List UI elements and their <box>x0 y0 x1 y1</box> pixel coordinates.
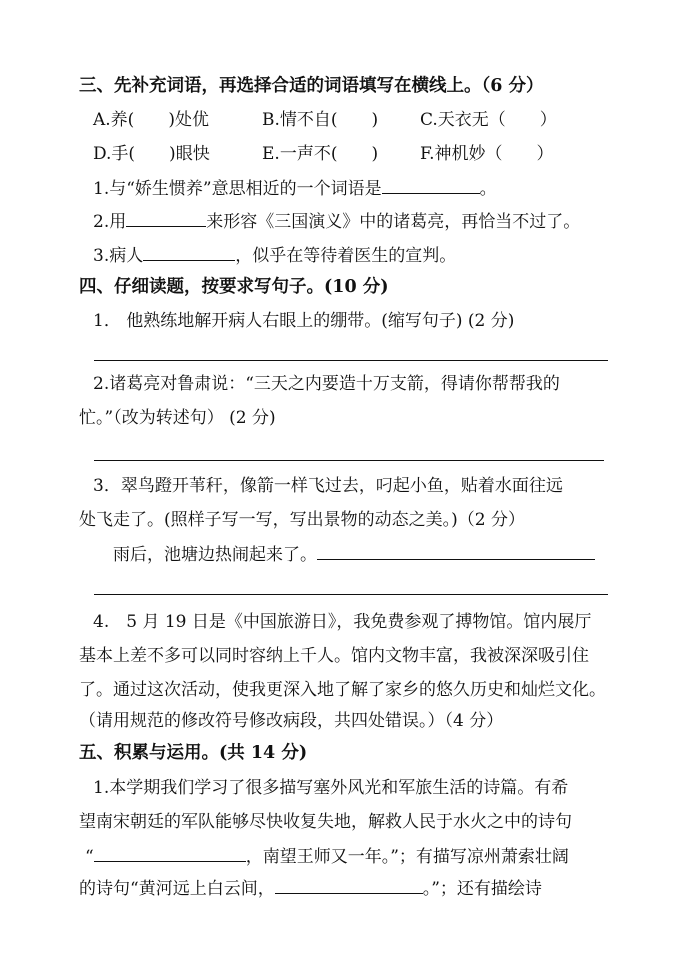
q3-blank[interactable] <box>143 243 235 261</box>
section-5-q1-line4 <box>79 876 688 901</box>
section-4-q2-line2: 忙。”（改为转述句） (2 分) <box>79 408 276 428</box>
answer-line-q3[interactable] <box>94 594 608 595</box>
section-4-q3-prompt <box>113 542 688 567</box>
section-4-q4-line4: （请用规范的修改符号修改病段，共四处错误。）（4 分） <box>79 711 504 731</box>
line4-text: 的诗句“黄河远上白云间， <box>79 879 275 899</box>
section-5-q1-line2: 望南宋朝廷的军队能够尽快收复失地，解救人民于水火之中的诗句 <box>79 812 572 832</box>
line3-text: ，南望王师又一年。”；有描写凉州萧索壮阔 <box>245 847 569 867</box>
q3-end: ，似乎在等待着医生的宣判。 <box>235 246 457 266</box>
option-f: F.神机妙（ ） <box>420 144 554 164</box>
q2-end: 来形容《三国演义》中的诸葛亮，再恰当不过了。 <box>206 212 581 232</box>
section-4-q3-line1: 3．翠鸟蹬开苇秆，像箭一样飞过去，叼起小鱼，贴着水面往远 <box>93 476 563 496</box>
section-5-heading: 五、积累与运用。(共 14 分) <box>79 743 308 763</box>
option-b: B.情不自( ) <box>262 110 379 130</box>
poem-blank-2[interactable] <box>275 876 423 894</box>
answer-line-q2[interactable] <box>94 460 604 461</box>
section-4-q4-line3: 了。通过这次活动，使我更深入地了解了家乡的悠久历史和灿烂文化。 <box>79 680 606 700</box>
q1-blank[interactable] <box>382 176 480 194</box>
poem-blank-1[interactable] <box>94 844 246 862</box>
option-d: D.手( )眼快 <box>93 144 210 164</box>
answer-line-q1[interactable] <box>94 360 608 361</box>
q2-text: 2.用 <box>93 212 127 232</box>
section-4-heading: 四、仔细读题，按要求写句子。(10 分) <box>79 277 389 297</box>
section-5-q1-line3 <box>85 844 688 869</box>
option-a: A.养( )处优 <box>93 110 209 130</box>
section-4-q1: 1． 他熟练地解开病人右眼上的绷带。(缩写句子) (2 分) <box>93 311 515 331</box>
q1-end: 。 <box>479 179 497 199</box>
section-3-q1 <box>93 176 688 201</box>
section-4-q4-line2: 基本上差不多可以同时容纳上千人。馆内文物丰富，我被深深吸引住 <box>79 646 589 666</box>
section-4-q2-line1: 2.诸葛亮对鲁肃说：“三天之内要造十万支箭，得请你帮帮我的 <box>93 374 560 394</box>
section-3-q2 <box>93 209 688 234</box>
q1-text: 1.与“娇生惯养”意思相近的一个词语是 <box>93 179 382 199</box>
section-4-q4-line1: 4. 5 月 19 日是《中国旅游日》，我免费参观了搏物馆。馆内展厅 <box>93 612 592 632</box>
q3-text: 3.病人 <box>93 246 144 266</box>
section-5-q1-line1: 1.本学期我们学习了很多描写塞外风光和军旅生活的诗篇。有希 <box>93 778 569 798</box>
line4-end: 。”；还有描绘诗 <box>422 879 542 899</box>
option-c: C.天衣无（ ） <box>420 110 557 130</box>
section-4-q3-line2: 处飞走了。(照样子写一写，写出景物的动态之美。)（2 分） <box>79 510 525 530</box>
q3-prompt-blank[interactable] <box>317 542 595 560</box>
open-quote: “ <box>85 847 94 867</box>
section-3-q3 <box>93 243 688 268</box>
q3-prompt-text: 雨后，池塘边热闹起来了。 <box>113 545 317 565</box>
section-3-heading: 三、先补充词语，再选择合适的词语填写在横线上。（6 分） <box>79 76 544 96</box>
q2-blank[interactable] <box>126 209 206 227</box>
option-e: E.一声不( ) <box>262 144 379 164</box>
